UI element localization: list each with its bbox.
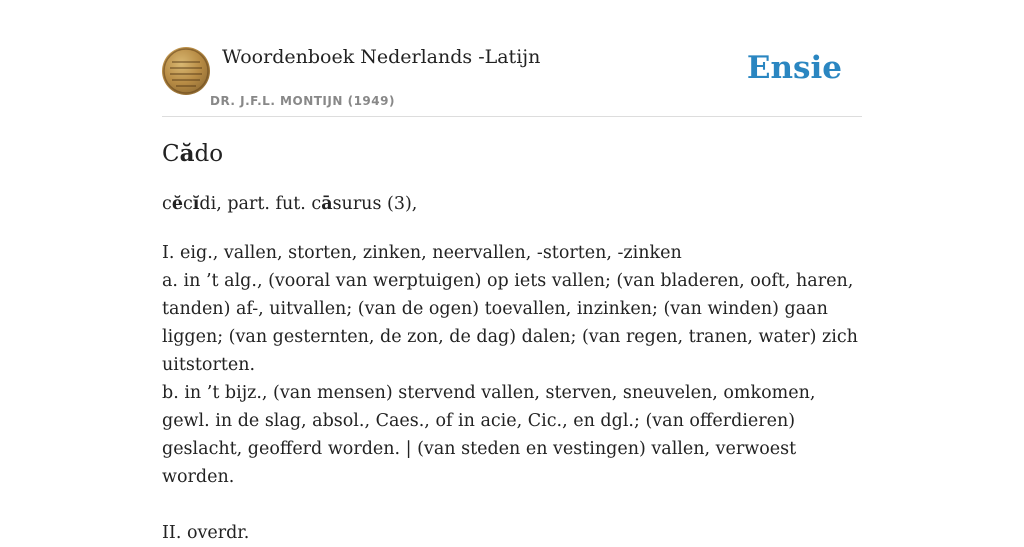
entry-headword [162, 140, 223, 167]
page-content [162, 0, 862, 543]
definition-line: a. in ’t alg., (vooral van werptuigen) op iets vallen; (van bladeren, ooft, haren, tanden) af-, uitvallen; (van de ogen) toevallen, inzinken; (van winden) gaan liggen; (van gesternten, de zon, de dag) dalen; (van regen, tranen, water) zich uitstorten. [162, 271, 858, 375]
seal-icon [162, 47, 210, 95]
definition-line: I. eig., vallen, storten, zinken, neervallen, -storten, -zinken [162, 243, 682, 263]
definition-line: II. overdr. [162, 523, 250, 543]
forms-part-bold: ĕ [171, 194, 183, 214]
dictionary-author: DR. J.F.L. MONTIJN (1949) [210, 94, 395, 108]
forms-part: surus (3), [332, 194, 418, 214]
entry-principal-parts [162, 194, 417, 214]
forms-part-bold: ĭ [192, 194, 200, 214]
ensie-logo-link[interactable]: Ensie [746, 50, 842, 86]
headword-part: C [162, 141, 180, 167]
forms-part: di, part. fut. c [199, 194, 322, 214]
forms-part-bold: ā [321, 194, 333, 214]
headword-part: do [194, 141, 224, 167]
entry-definition [162, 239, 862, 547]
forms-part: c [162, 194, 172, 214]
forms-part: c [182, 194, 193, 214]
dictionary-header [162, 0, 862, 117]
headword-part-bold: ă [179, 140, 195, 167]
dictionary-seal-image[interactable] [162, 47, 210, 95]
dictionary-title[interactable]: Woordenboek Nederlands -Latijn [222, 46, 541, 68]
paragraph-gap [162, 491, 862, 519]
definition-line: b. in ’t bijz., (van mensen) stervend vallen, sterven, sneuvelen, omkomen, gewl. in de slag, absol., Caes., of in acie, Cic., en dgl.; (van offerdieren) geslacht, geofferd worden. | (van steden en vestingen) vallen, verwoest worden. [162, 383, 816, 487]
